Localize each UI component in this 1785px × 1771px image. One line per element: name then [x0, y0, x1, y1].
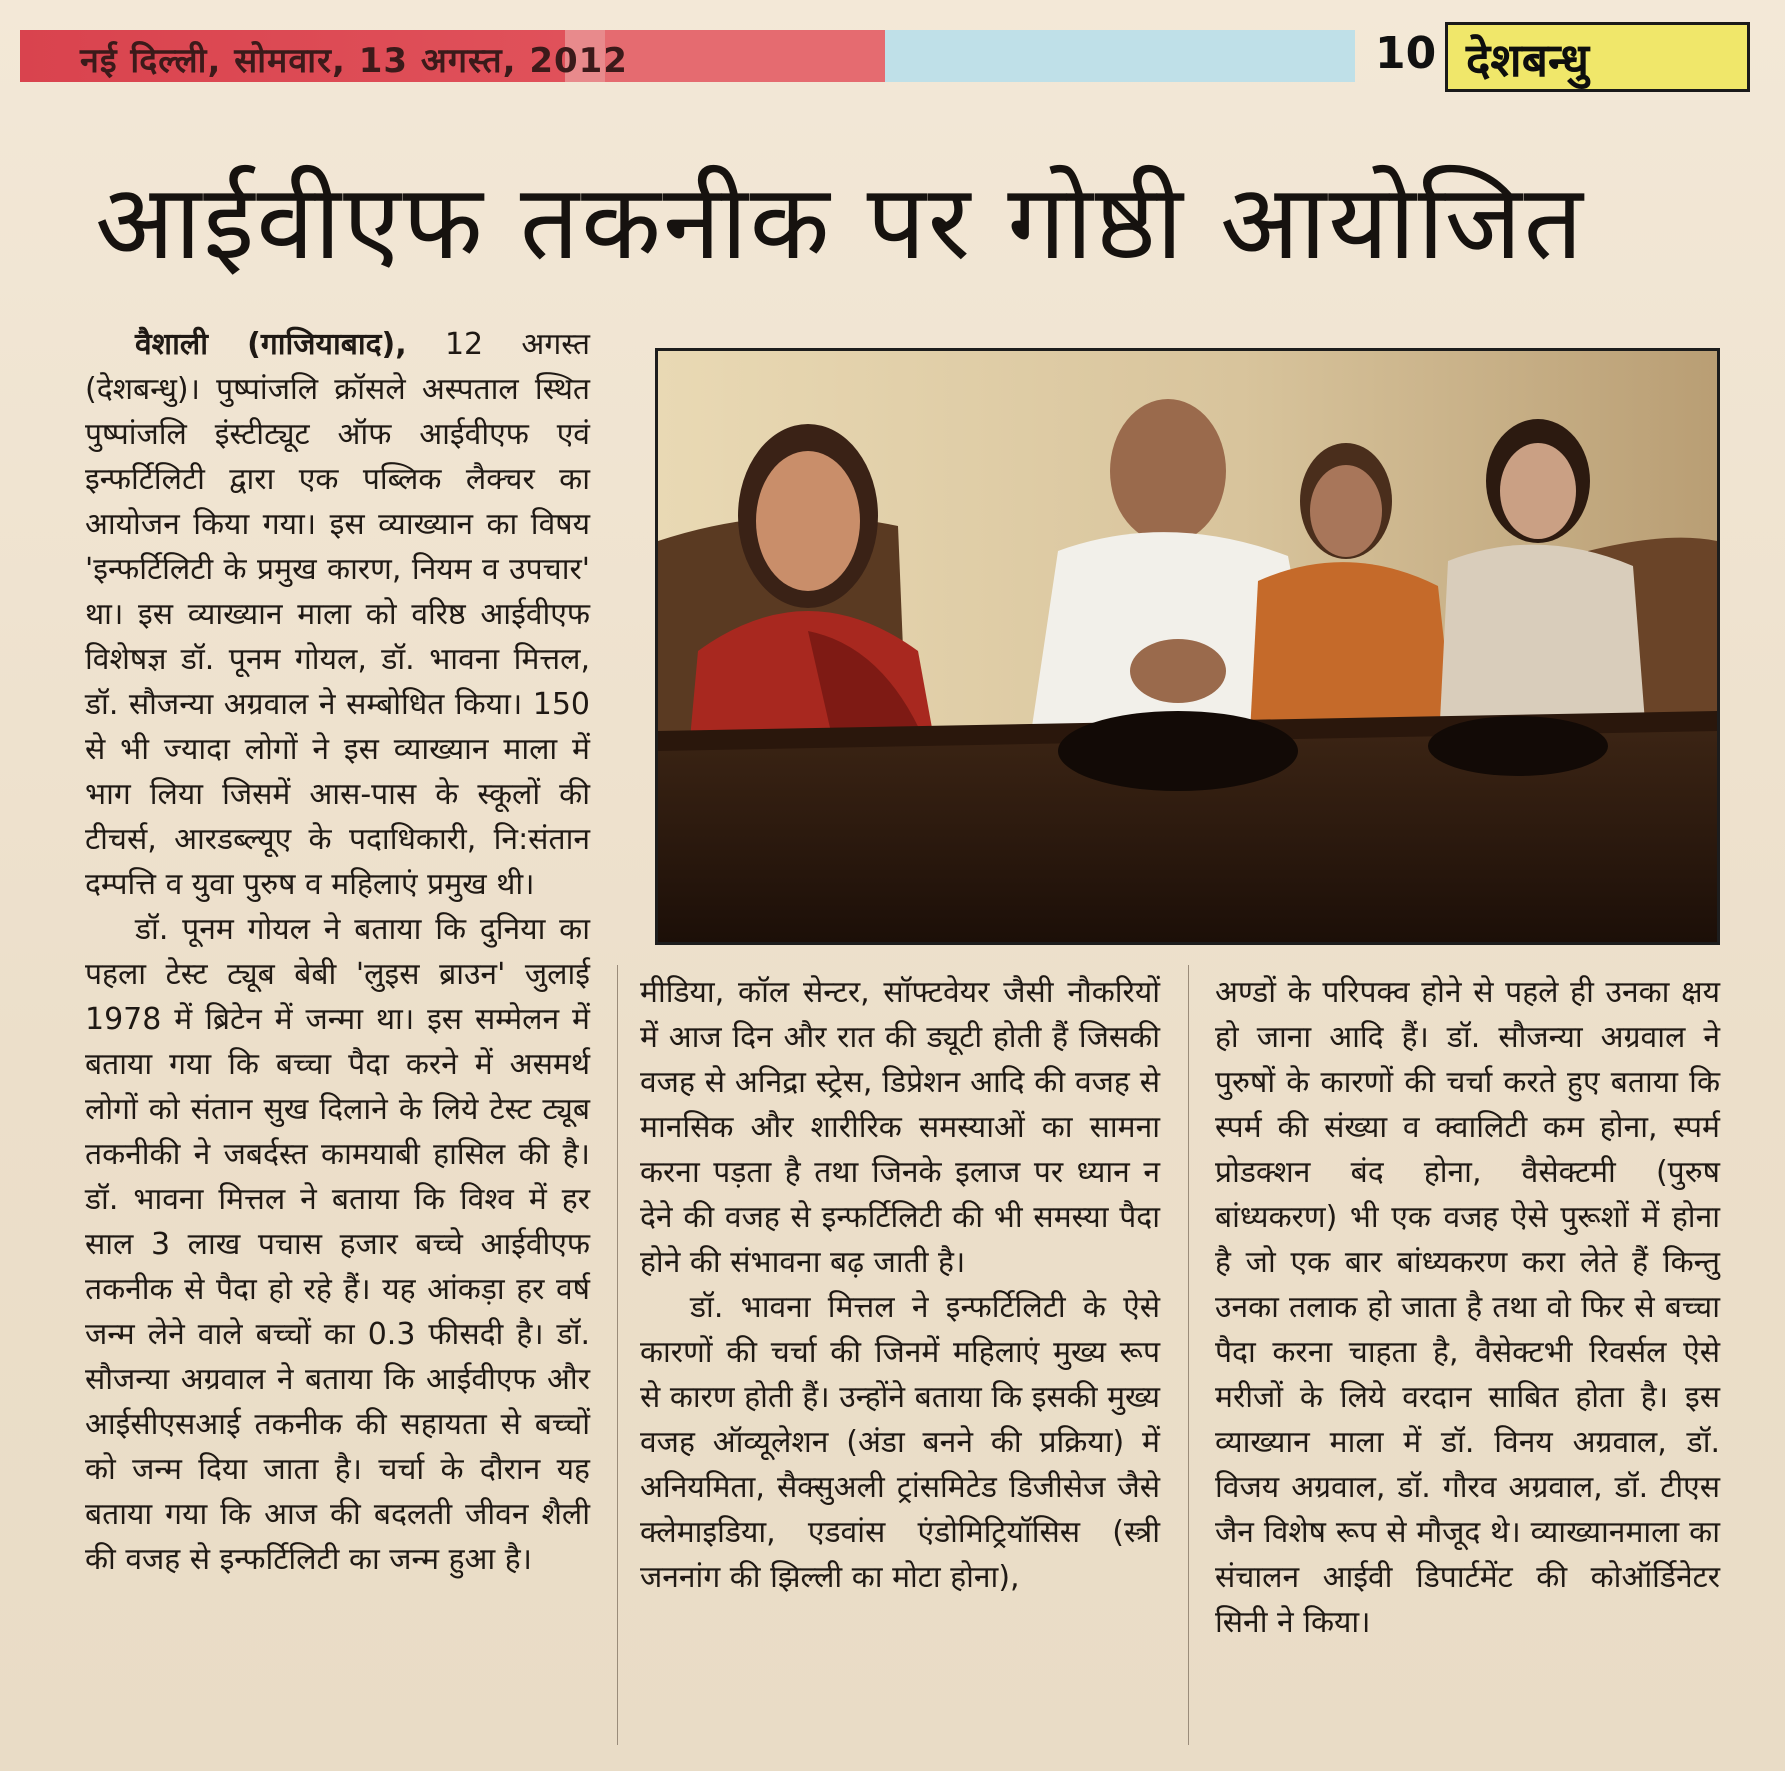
- masthead-band: [605, 30, 885, 82]
- photo-illustration: [658, 351, 1717, 942]
- paragraph: [85, 322, 590, 907]
- paragraph: मीडिया, कॉल सेन्टर, सॉफ्टवेयर जैसी नौकरियों में आज दिन और रात की ड्यूटी होती हैं जिसकी वजह से अनिद्रा स्ट्रेस, डिप्रेशन आदि की वजह से मानसिक और शारीरिक समस्याओं का सामना करना पड़ता है तथा जिनके इलाज पर ध्यान न देने की वजह से इन्फर्टिलिटी की भी समस्या पैदा होने की संभावना बढ़ जाती है।: [640, 975, 1160, 1280]
- masthead-band: [885, 30, 1355, 82]
- article-headline: आईवीएफ तकनीक पर गोष्ठी आयोजित: [95, 161, 1585, 283]
- paragraph-text: 12 अगस्त (देशबन्धु)। पुष्पांजलि क्रॉसले अस्पताल स्थित पुष्पांजलि इंस्टीट्यूट ऑफ आईवीएफ एवं इन्फर्टिलिटी द्वारा एक पब्लिक लैक्चर का आयोजन किया गया। इस व्याख्यान का विषय 'इन्फर्टिलिटी के प्रमुख कारण, नियम व उपचार' था। इस व्याख्यान माला को वरिष्ठ आईवीएफ विशेषज्ञ डॉ. पूनम गोयल, डॉ. भावना मित्तल, डॉ. सौजन्या अग्रवाल ने सम्बोधित किया। 150 से भी ज्यादा लोगों ने इस व्याख्यान माला में भाग लिया जिसमें आस-पास के स्कूलों की टीचर्स, आरडब्ल्यूए के पदाधिकारी, नि:संतान दम्पत्ति व युवा पुरुष व महिलाएं प्रमुख थी।: [85, 327, 590, 902]
- paragraph: अण्डों के परिपक्व होने से पहले ही उनका क्षय हो जाना आदि हैं। डॉ. सौजन्या अग्रवाल ने पुरुषों के कारणों की चर्चा करते हुए बताया कि स्पर्म की संख्या व क्वालिटी कम होना, स्पर्म प्रोडक्शन बंद होना, वैसेक्टमी (पुरुष बांध्यकरण) भी एक वजह ऐसे पुरूशों में होना है जो एक बार बांध्यकरण करा लेते हैं किन्तु उनका तलाक हो जाता है तथा वो फिर से बच्चा पैदा करना चाहता है, वैसेक्टभी रिवर्सल ऐसे मरीजों के लिये वरदान साबित होता है। इस व्याख्यान माला में डॉ. विनय अग्रवाल, डॉ. विजय अग्रवाल, डॉ. गौरव अग्रवाल, डॉ. टीएस जैन विशेष रूप से मौजूद थे। व्याख्यानमाला का संचालन आईवी डिपार्टमेंट की कोऑर्डिनेटर सिनी ने किया।: [1215, 975, 1720, 1640]
- page-number: 10: [1375, 28, 1437, 79]
- paragraph: डॉ. पूनम गोयल ने बताया कि दुनिया का पहला टेस्ट ट्यूब बेबी 'लुइस ब्राउन' जुलाई 1978 में ब्रिटेन में जन्मा था। इस सम्मेलन में बताया गया कि बच्चा पैदा करने में असमर्थ लोगों को संतान सुख दिलाने के लिये टेस्ट ट्यूब तकनीकी ने जबर्दस्त कामयाबी हासिल की है। डॉ. भावना मित्तल ने बताया कि विश्व में हर साल 3 लाख पचास हजार बच्चे आईवीएफ तकनीक से पैदा हो रहे हैं। यह आंकड़ा हर वर्ष जन्म लेने वाले बच्चों का 0.3 फीसदी है। डॉ. सौजन्या अग्रवाल ने बताया कि आईवीएफ और आईसीएसआई तकनीक की सहायता से बच्चों को जन्म दिया जाता है। चर्चा के दौरान यह बताया गया कि आज की बदलती जीवन शैली की वजह से इन्फर्टिलिटी का जन्म हुआ है।: [85, 912, 590, 1577]
- article-column-3: [1215, 970, 1720, 1645]
- column-divider: [617, 965, 618, 1745]
- event-photo: [655, 348, 1720, 945]
- paragraph: डॉ. भावना मित्तल ने इन्फर्टिलिटी के ऐसे कारणों की चर्चा की जिनमें महिलाएं मुख्य रूप से कारण होती हैं। उन्होंने बताया कि इसकी मुख्य वजह ऑव्यूलेशन (अंडा बनने की प्रक्रिया) में अनियमिता, सैक्सुअली ट्रांसमिटेड डिजीसेज जैसे क्लेमाइडिया, एडवांस एंडोमिट्रियॉसिस (स्त्री जननांग की झिल्ली का मोटा होना),: [640, 1290, 1160, 1595]
- article-column-2: [640, 970, 1160, 1600]
- newspaper-name: देशबन्धु: [1466, 33, 1590, 87]
- newspaper-logo: [1445, 22, 1750, 92]
- dateline-place: वैशाली (गाजियाबाद),: [135, 327, 407, 362]
- column-divider: [1188, 965, 1189, 1745]
- issue-dateline: नई दिल्ली, सोमवार, 13 अगस्त, 2012: [80, 41, 628, 81]
- masthead-strip: [20, 22, 1750, 92]
- article-column-1: [85, 322, 590, 1582]
